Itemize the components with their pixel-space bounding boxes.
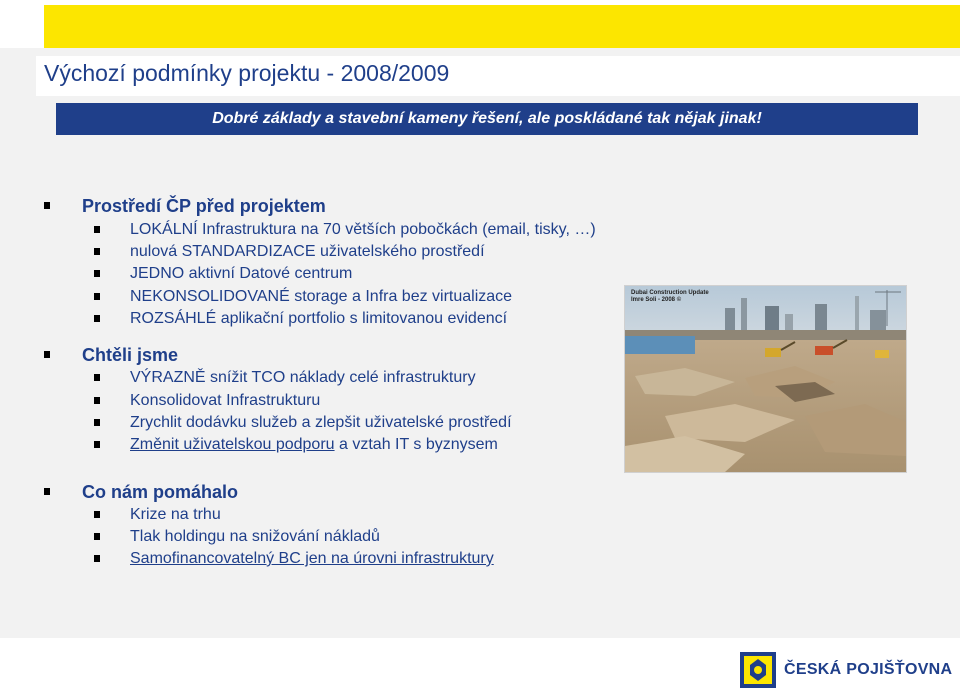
bullet-square-icon [94, 270, 100, 277]
list-item-text: Konsolidovat Infrastrukturu [130, 392, 321, 409]
list-item [130, 414, 512, 432]
photo-caption-line: Dubai Construction Update [631, 290, 709, 296]
bullet-square-icon [94, 397, 100, 404]
construction-photo-illustration [625, 286, 906, 472]
bullet-square-icon [94, 226, 100, 233]
list-item-text: ROZSÁHLÉ aplikační portfolio s limitovanou evidencí [130, 310, 508, 327]
photo-caption-line: Imre Soli - 2008 © [631, 297, 682, 303]
construction-site-photo [624, 285, 907, 473]
yellow-header-band [44, 5, 960, 48]
list-item [130, 369, 476, 387]
shield-emblem-icon [740, 652, 776, 688]
bullet-square-icon [44, 351, 50, 358]
bullet-square-icon [94, 419, 100, 426]
bullet-square-icon [94, 441, 100, 448]
list-item [130, 243, 485, 261]
bullet-square-icon [94, 293, 100, 300]
list-item [130, 528, 380, 546]
list-item-text: LOKÁLNÍ Infrastruktura na 70 větších pobočkách (email, tisky, …) [130, 221, 596, 238]
list-item [130, 550, 494, 568]
bullet-square-icon [44, 488, 50, 495]
bullet-square-icon [94, 248, 100, 255]
section-heading-text: Prostředí ČP před projektem [82, 196, 326, 216]
section-heading-text: Co nám pomáhalo [82, 482, 239, 502]
list-item-text: Krize na trhu [130, 506, 221, 523]
company-logo [740, 652, 952, 688]
bullet-square-icon [94, 511, 100, 518]
list-item-text: Tlak holdingu na snižování nákladů [130, 528, 380, 545]
bullet-square-icon [94, 315, 100, 322]
subtitle-bar: Dobré základy a stavební kameny řešení, ale poskládané tak nějak jinak! [56, 103, 918, 135]
logo-text: ČESKÁ POJIŠŤOVNA [784, 661, 953, 678]
slide-title: Výchozí podmínky projektu - 2008/2009 [44, 60, 450, 86]
bullet-square-icon [94, 555, 100, 562]
list-item [130, 506, 221, 524]
list-item-link-text: Změnit uživatelskou podporu [130, 436, 335, 453]
bullet-square-icon [94, 374, 100, 381]
list-item-text: NEKONSOLIDOVANÉ storage a Infra bez virtualizace [130, 288, 513, 305]
list-item [130, 392, 320, 410]
list-item-text: a vztah IT s byznysem [334, 436, 498, 453]
list-item [130, 221, 596, 239]
bullet-square-icon [44, 202, 50, 209]
section-heading [82, 482, 238, 503]
list-item [130, 436, 498, 454]
list-item-text: nulová STANDARDIZACE uživatelského prostředí [130, 243, 485, 260]
section-heading-text: Chtěli jsme [82, 345, 179, 365]
list-item [130, 265, 352, 283]
list-item-text: Samofinancovatelný BC jen na úrovni infrastruktury [130, 550, 494, 567]
list-item [130, 310, 507, 328]
photo-caption [631, 290, 709, 304]
section-heading [82, 345, 178, 366]
list-item [130, 288, 512, 306]
list-item-text: Zrychlit dodávku služeb a zlepšit uživatelské prostředí [130, 414, 512, 431]
list-item-text: VÝRAZNĚ snížit TCO náklady celé infrastruktury [130, 369, 476, 386]
bullet-square-icon [94, 533, 100, 540]
section-heading [82, 196, 326, 217]
list-item-text: JEDNO aktivní Datové centrum [130, 265, 353, 282]
